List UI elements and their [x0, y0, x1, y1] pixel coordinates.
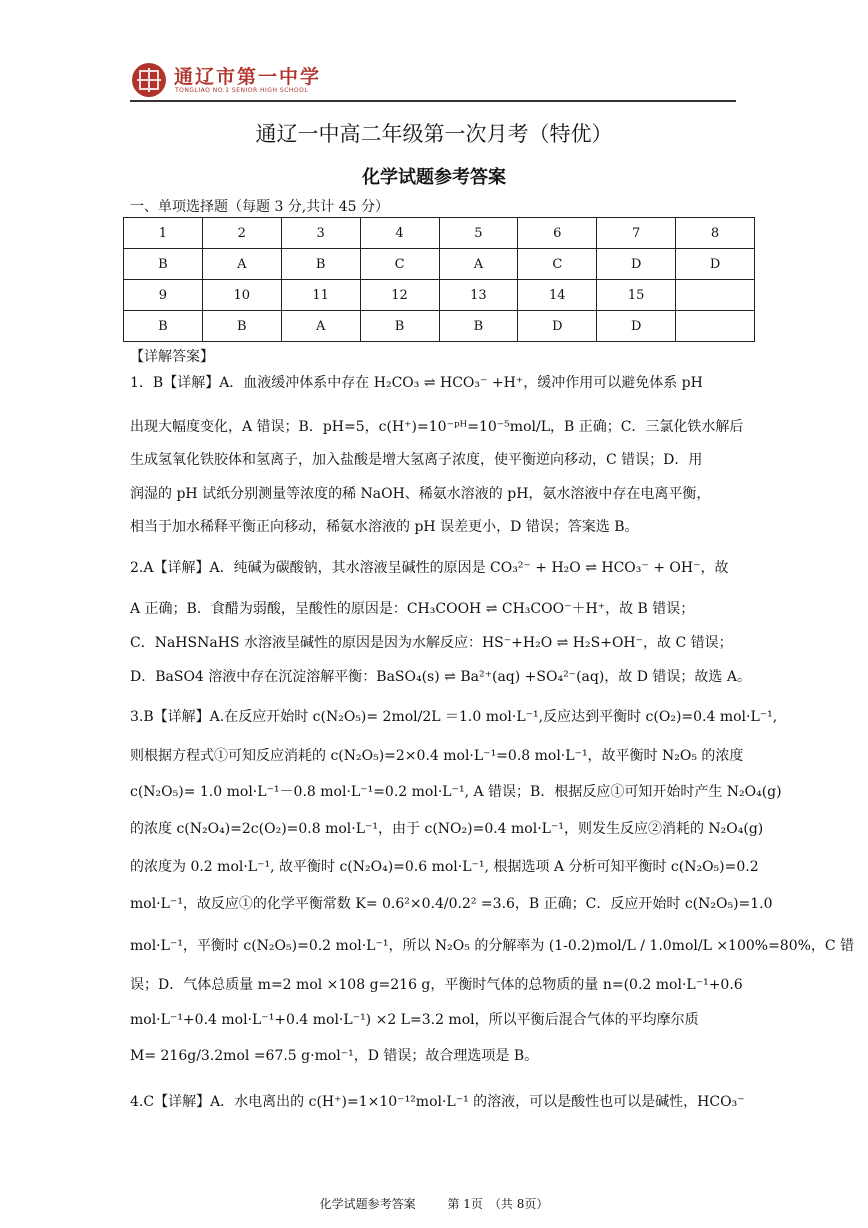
answer-cell	[676, 311, 755, 342]
explanation-line: C．NaHSNaHS 水溶液呈碱性的原因是因为水解反应：HS⁻+H₂O ⇌ H₂S+OH⁻，故 C 错误；	[130, 635, 733, 651]
answer-cell: D	[597, 311, 676, 342]
explanation-line: 4.C【详解】A．水电离出的 c(H⁺)=1×10⁻¹²mol·L⁻¹ 的溶液，可以是酸性也可以是碱性，HCO₃⁻	[130, 1094, 745, 1110]
answer-table-row	[124, 218, 755, 249]
answer-cell: B	[360, 311, 439, 342]
question-number-cell	[676, 280, 755, 311]
question-number-cell: 2	[202, 218, 281, 249]
explanation-line: mol·L⁻¹，平衡时 c(N₂O₅)=0.2 mol·L⁻¹，所以 N₂O₅ 的分解率为 (1-0.2)mol/L / 1.0mol/L ×100%=80%，C 错	[130, 938, 855, 954]
explanation-line: A 正确；B．食醋为弱酸，呈酸性的原因是：CH₃COOH ⇌ CH₃COO⁻＋H⁺，故 B 错误；	[130, 601, 695, 617]
answer-cell: A	[439, 249, 518, 280]
explanation-line: 出现大幅度变化，A 错误；B．pH=5，c(H⁺)=10⁻ᵖᴴ=10⁻⁵mol/L，B 正确；C．三氯化铁水解后	[130, 419, 744, 435]
answer-table	[123, 217, 755, 342]
answer-cell: B	[202, 311, 281, 342]
question-number-cell: 5	[439, 218, 518, 249]
question-number-cell: 6	[518, 218, 597, 249]
explanation-line: 1．B【详解】A．血液缓冲体系中存在 H₂CO₃ ⇌ HCO₃⁻ +H⁺，缓冲作用可以避免体系 pH	[130, 375, 703, 391]
answer-table-row	[124, 311, 755, 342]
explanation-line: 3.B【详解】A.在反应开始时 c(N₂O₅)= 2mol/2L ＝1.0 mol·L⁻¹,反应达到平衡时 c(O₂)=0.4 mol·L⁻¹,	[130, 709, 778, 725]
question-number-cell: 13	[439, 280, 518, 311]
explanation-line: 润湿的 pH 试纸分别测量等浓度的稀 NaOH、稀氨水溶液的 pH，氨水溶液中存在电离平衡，	[130, 486, 711, 502]
explanation-line: 误；D．气体总质量 m=2 mol ×108 g=216 g，平衡时气体的总物质的量 n=(0.2 mol·L⁻¹+0.6	[130, 977, 743, 993]
answer-table-row	[124, 280, 755, 311]
answer-cell: D	[676, 249, 755, 280]
answer-cell: A	[202, 249, 281, 280]
explanation-line: mol·L⁻¹+0.4 mol·L⁻¹+0.4 mol·L⁻¹) ×2 L=3.2 mol，所以平衡后混合气体的平均摩尔质	[130, 1012, 699, 1028]
school-english-name: TONGLIAO NO.1 SENIOR HIGH SCHOOL	[175, 87, 309, 94]
answer-cell: D	[518, 311, 597, 342]
footer-page-number: 第 1页 （共 8页）	[447, 1197, 549, 1211]
explanation-line: M= 216g/3.2mol =67.5 g·mol⁻¹，D 错误；故合理选项是 B。	[130, 1048, 539, 1064]
question-number-cell: 10	[202, 280, 281, 311]
document-title: 化学试题参考答案	[362, 167, 506, 188]
answer-cell: C	[360, 249, 439, 280]
question-number-cell: 14	[518, 280, 597, 311]
page-footer	[0, 1195, 868, 1212]
answer-cell: B	[124, 311, 203, 342]
explanation-line: 2.A【详解】A．纯碱为碳酸钠，其水溶液呈碱性的原因是 CO₃²⁻ + H₂O ⇌ HCO₃⁻ + OH⁻，故	[130, 560, 729, 576]
section-title: 一、单项选择题（每题 3 分,共计 45 分）	[130, 199, 389, 215]
answer-cell: B	[439, 311, 518, 342]
explanation-line: mol·L⁻¹，故反应①的化学平衡常数 K= 0.6²×0.4/0.2² =3.6，B 正确；C．反应开始时 c(N₂O₅)=1.0	[130, 896, 773, 912]
explanation-line: 相当于加水稀释平衡正向移动，稀氨水溶液的 pH 误差更小，D 错误；答案选 B。	[130, 519, 639, 535]
explanation-line: c(N₂O₅)= 1.0 mol·L⁻¹－0.8 mol·L⁻¹=0.2 mol·L⁻¹, A 错误；B．根据反应①可知开始时产生 N₂O₄(g)	[130, 784, 782, 800]
answer-cell: C	[518, 249, 597, 280]
answer-cell: B	[281, 249, 360, 280]
question-number-cell: 3	[281, 218, 360, 249]
exam-title: 通辽一中高二年级第一次月考（特优）	[255, 122, 613, 146]
explanation-line: D．BaSO4 溶液中存在沉淀溶解平衡：BaSO₄(s) ⇌ Ba²⁺(aq) +SO₄²⁻(aq)，故 D 错误；故选 A。	[130, 669, 751, 685]
question-number-cell: 15	[597, 280, 676, 311]
explanation-line: 则根据方程式①可知反应消耗的 c(N₂O₅)=2×0.4 mol·L⁻¹=0.8 mol·L⁻¹，故平衡时 N₂O₅ 的浓度	[130, 748, 744, 764]
question-number-cell: 11	[281, 280, 360, 311]
question-number-cell: 9	[124, 280, 203, 311]
question-number-cell: 1	[124, 218, 203, 249]
answer-cell: B	[124, 249, 203, 280]
explanation-line: 生成氢氧化铁胶体和氢离子，加入盐酸是增大氢离子浓度，使平衡逆向移动，C 错误；D．用	[130, 452, 703, 468]
footer-title: 化学试题参考答案	[319, 1197, 416, 1211]
question-number-cell: 7	[597, 218, 676, 249]
school-logo	[132, 63, 166, 97]
detail-heading: 【详解答案】	[130, 349, 214, 365]
answer-cell: D	[597, 249, 676, 280]
header-divider	[130, 100, 736, 102]
explanation-line: 的浓度 c(N₂O₄)=2c(O₂)=0.8 mol·L⁻¹，由于 c(NO₂)=0.4 mol·L⁻¹，则发生反应②消耗的 N₂O₄(g)	[130, 821, 764, 837]
explanation-line: 的浓度为 0.2 mol·L⁻¹, 故平衡时 c(N₂O₄)=0.6 mol·L⁻¹, 根据选项 A 分析可知平衡时 c(N₂O₅)=0.2	[130, 859, 759, 875]
question-number-cell: 8	[676, 218, 755, 249]
school-name: 通辽市第一中学	[174, 66, 322, 88]
answer-cell: A	[281, 311, 360, 342]
question-number-cell: 4	[360, 218, 439, 249]
answer-table-row	[124, 249, 755, 280]
question-number-cell: 12	[360, 280, 439, 311]
